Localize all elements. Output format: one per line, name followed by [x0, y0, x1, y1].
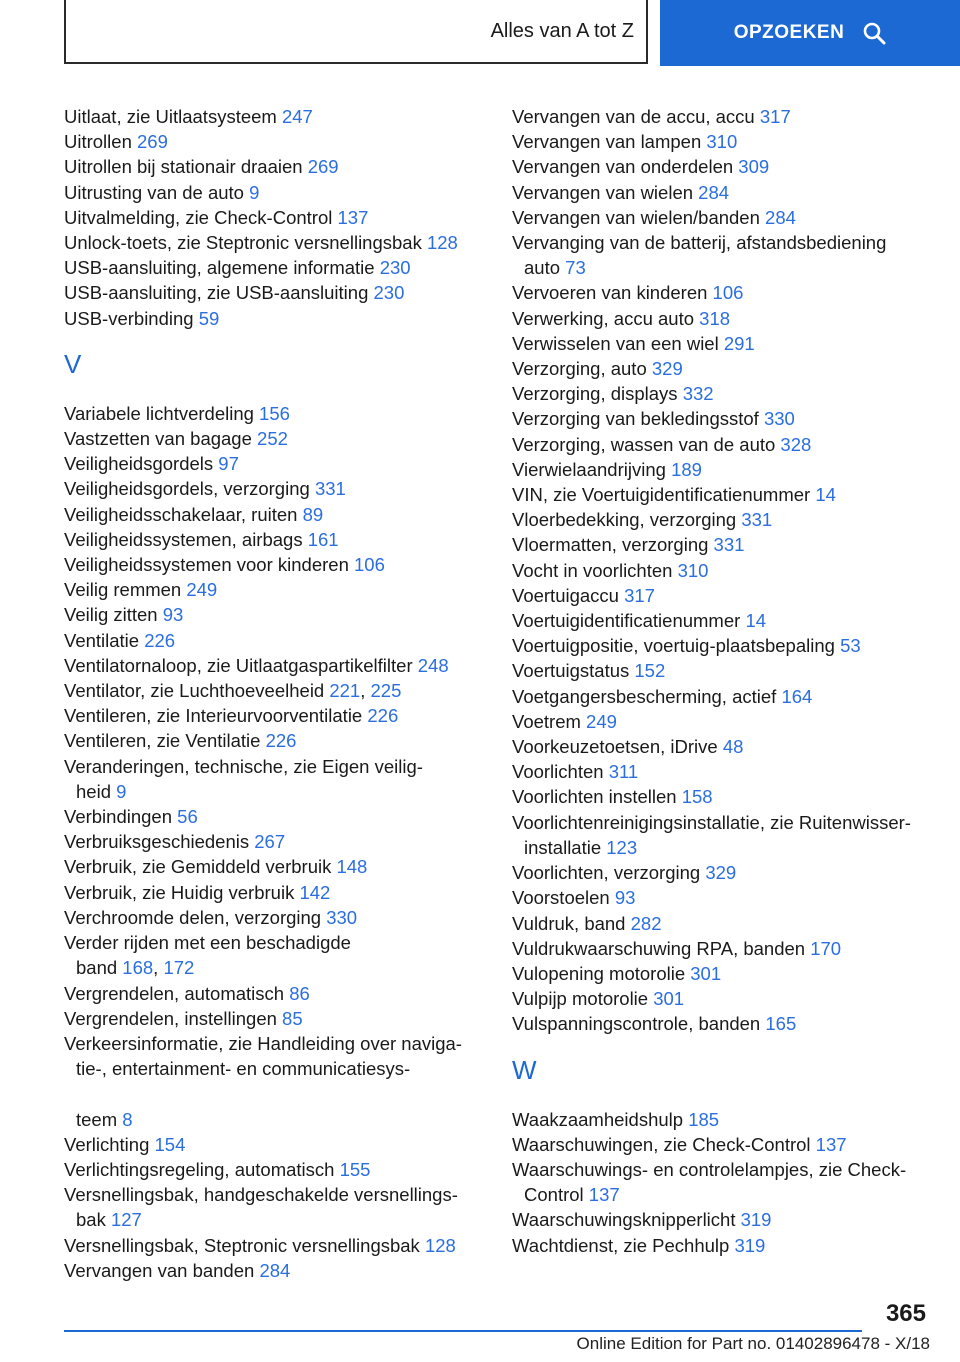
index-entry: Ventilator, zie Luchthoeveelheid 221, 225: [64, 680, 402, 702]
index-entry: [512, 784, 932, 809]
page-link[interactable]: 329: [705, 862, 737, 884]
index-entry: [512, 684, 932, 709]
index-entry-text: Vervangen van lampen: [512, 131, 707, 153]
index-entry-text: Veilig remmen: [64, 579, 187, 601]
index-entry: [64, 180, 484, 205]
index-entry-text: Waarschuwings- en controlelampjes, zie Check-: [512, 1158, 907, 1180]
index-entry: [512, 230, 932, 280]
index-entry: [64, 1258, 484, 1283]
index-entry-text: Vastzetten van bagage: [64, 428, 258, 450]
page-link[interactable]: 142: [299, 881, 331, 903]
index-entry: [512, 986, 932, 1011]
index-entry-text: Variabele lichtverdeling: [64, 402, 260, 424]
index-entry-text: USB-verbinding: [64, 307, 199, 329]
page-link[interactable]: 161: [307, 528, 339, 550]
index-entry-text: Vuldrukwaarschuwing RPA, banden: [512, 937, 811, 959]
page-link[interactable]: 331: [713, 534, 745, 556]
index-entry-text: Voorlichten, verzorging: [512, 862, 706, 884]
page-link[interactable]: 282: [630, 912, 662, 934]
index-entry-text: Verbruik, zie Gemiddeld verbruik: [64, 856, 337, 878]
index-entry-text: Voorstoelen: [512, 887, 615, 909]
index-entry: [512, 759, 932, 784]
page-link[interactable]: 221: [329, 680, 361, 702]
index-entry-text: Vulpijp motorolie: [512, 988, 654, 1010]
page-link[interactable]: 230: [379, 257, 411, 279]
index-entry: [512, 961, 932, 986]
page-link[interactable]: 93: [614, 887, 636, 909]
index-entry: [512, 104, 932, 129]
page-link[interactable]: 127: [110, 1209, 142, 1231]
index-entry: [64, 426, 484, 451]
index-entry-text: Veiligheidsgordels: [64, 453, 219, 475]
index-entry-text: Verlichtingsregeling, automatisch: [64, 1158, 340, 1180]
index-entry-text: Veiligheidssystemen, airbags: [64, 528, 308, 550]
page-link[interactable]: 128: [424, 1234, 456, 1256]
index-entry: [64, 880, 484, 905]
index-entry: [64, 552, 484, 577]
index-entry: [64, 451, 484, 476]
index-entry-text: bak: [76, 1209, 111, 1231]
index-entry-text: Waarschuwingsknipperlicht: [512, 1209, 741, 1231]
page-link[interactable]: 53: [840, 635, 861, 657]
page-link[interactable]: 137: [815, 1133, 847, 1155]
index-entry: [64, 804, 484, 829]
index-entry: [512, 1011, 932, 1036]
page-link[interactable]: 226: [144, 629, 176, 651]
index-entry-text: Vloerbedekking, verzorging: [512, 509, 742, 531]
index-entry-text: Voertuigaccu: [512, 584, 625, 606]
page-link[interactable]: 56: [177, 806, 198, 828]
index-entry: [64, 104, 484, 129]
page-link[interactable]: 301: [653, 988, 685, 1010]
index-entry: [64, 628, 484, 653]
page-link[interactable]: 172: [163, 957, 195, 979]
page-link[interactable]: 189: [671, 458, 702, 480]
index-entry: [64, 280, 484, 305]
index-entry: [64, 577, 484, 602]
index-entry: [512, 532, 932, 557]
index-entry-text: Veiligheidsgordels, verzorging: [64, 478, 315, 500]
page-link[interactable]: 155: [339, 1158, 371, 1180]
search-button-label: OPZOEKEN: [733, 22, 845, 43]
page-link[interactable]: 310: [706, 131, 738, 153]
index-entry-text: Verwisselen van een wiel: [512, 332, 724, 354]
index-entry: [512, 205, 932, 230]
index-entry-text: Wachtdienst, zie Pechhulp: [512, 1234, 735, 1256]
page-link[interactable]: 284: [765, 206, 796, 228]
index-entry: [64, 1182, 484, 1232]
page-number: 365: [885, 1300, 926, 1327]
index-entry: [512, 860, 932, 885]
index-entry-text: Verkeersinformatie, zie Handleiding over naviga-: [64, 1032, 462, 1054]
page-link[interactable]: 185: [688, 1108, 720, 1130]
page-link[interactable]: 291: [723, 332, 755, 354]
page-link[interactable]: 9: [249, 181, 260, 203]
page-link[interactable]: 269: [137, 131, 168, 153]
index-entry-text: Ventilatie: [64, 629, 145, 651]
index-entry: [64, 129, 484, 154]
index-entry: [512, 936, 932, 961]
index-entry-text: Unlock-toets, zie Steptronic versnellingsbak: [64, 232, 427, 254]
index-entry: [512, 280, 932, 305]
index-entry-text: Verbindingen: [64, 806, 178, 828]
index-entry-text: Verder rijden met een beschadigde: [64, 932, 351, 954]
index-entry: [512, 633, 932, 658]
page-link[interactable]: 332: [682, 383, 714, 405]
page-link[interactable]: 226: [367, 705, 399, 727]
index-entry: [64, 527, 484, 552]
index-entry-text: Vuldruk, band: [512, 912, 631, 934]
index-entry: [64, 1031, 484, 1132]
index-entry-text: Verbruik, zie Huidig verbruik: [64, 881, 300, 903]
page-link[interactable]: 248: [417, 654, 449, 676]
index-entry-text: Verchroomde delen, verzorging: [64, 906, 327, 928]
page-link[interactable]: 284: [698, 181, 730, 203]
index-entry-text: band: [76, 957, 123, 979]
index-entry-text: Uitrusting van de auto: [64, 181, 250, 203]
page-link[interactable]: 73: [565, 257, 586, 279]
index-entry-text: Ventileren, zie Ventilatie: [64, 730, 266, 752]
page-link[interactable]: 226: [265, 730, 297, 752]
index-entry: [512, 558, 932, 583]
page-link[interactable]: 319: [740, 1209, 772, 1231]
index-entry-text: auto: [524, 257, 566, 279]
page-link[interactable]: 106: [354, 554, 385, 576]
index-entry-text: Vervanging van de batterij, afstandsbediening: [512, 232, 887, 254]
index-entry: [64, 205, 484, 230]
index-entry: [512, 406, 932, 431]
page-link[interactable]: 14: [745, 610, 767, 632]
index-entry: [64, 754, 484, 804]
top-bar: [0, 0, 960, 66]
index-entry: [64, 255, 484, 280]
index-entry-text: teem: [76, 1108, 123, 1130]
page-link[interactable]: 330: [326, 906, 358, 928]
index-entry: [64, 854, 484, 879]
index-entry-text: Verwerking, accu auto: [512, 307, 700, 329]
index-entry: [512, 306, 932, 331]
index-entry: [512, 734, 932, 759]
page-link[interactable]: 86: [289, 982, 310, 1004]
page-link[interactable]: 123: [606, 836, 638, 858]
index-entry-text: Verzorging, auto: [512, 358, 652, 380]
page-link[interactable]: 106: [712, 282, 744, 304]
page-link[interactable]: 89: [302, 503, 324, 525]
index-entry-text: Uitrollen bij stationair draaien: [64, 156, 308, 178]
index-entry: Verder rijden met een beschadigde band 168, 172: [64, 932, 351, 979]
index-entry: [512, 381, 932, 406]
index-entry: [64, 653, 484, 678]
index-entry-text: Voetgangersbescherming, actief: [512, 685, 782, 707]
index-entry: [512, 1157, 932, 1207]
index-entry-text: tie-, entertainment- en communicatiesys-: [76, 1058, 411, 1080]
index-entry-text: Versnellingsbak, Steptronic versnellingsbak: [64, 1234, 425, 1256]
index-entry: [512, 1207, 932, 1232]
page-link[interactable]: 310: [677, 559, 709, 581]
page-link[interactable]: 170: [810, 937, 842, 959]
index-entry: [64, 1132, 484, 1157]
index-entry: [64, 829, 484, 854]
index-entry: [512, 129, 932, 154]
index-entry-text: heid: [76, 780, 117, 802]
page-link[interactable]: 309: [738, 156, 770, 178]
page-link[interactable]: 9: [116, 780, 127, 802]
index-entry-text: Vervangen van wielen: [512, 181, 699, 203]
page-link[interactable]: 152: [634, 660, 666, 682]
page-link[interactable]: 252: [257, 428, 288, 450]
page-link[interactable]: 329: [651, 358, 683, 380]
page-link[interactable]: 331: [741, 509, 773, 531]
index-entry-text: Vocht in voorlichten: [512, 559, 678, 581]
index-column-left: [64, 104, 484, 1283]
page-link[interactable]: 85: [282, 1007, 303, 1029]
index-entry-text: Voorlichten instellen: [512, 786, 682, 808]
index-entry-text: Verzorging, displays: [512, 383, 683, 405]
index-entry-text: Versnellingsbak, handgeschakelde versnellings-: [64, 1184, 458, 1206]
index-entry-text: Voorlichtenreinigingsinstallatie, zie Ruitenwisser-: [512, 811, 911, 833]
index-entry: [512, 356, 932, 381]
index-entry-text: Vierwielaandrijving: [512, 458, 672, 480]
page-link[interactable]: 137: [337, 206, 369, 228]
index-entry: [512, 180, 932, 205]
index-entry: [512, 608, 932, 633]
page-link[interactable]: 137: [588, 1184, 620, 1206]
page-link[interactable]: 317: [759, 106, 791, 127]
index-entry-text: Verbruiksgeschiedenis: [64, 831, 255, 853]
page-link[interactable]: 301: [690, 962, 722, 984]
page-link[interactable]: 164: [781, 685, 813, 707]
index-entry: [512, 432, 932, 457]
index-entry: [512, 709, 932, 734]
index-entry-text: Ventilatornaloop, zie Uitlaatgaspartikelfilter: [64, 654, 418, 676]
page-link[interactable]: 165: [765, 1013, 797, 1035]
index-tab[interactable]: [64, 0, 648, 64]
index-entry: [512, 1107, 932, 1132]
index-entry-text: USB-aansluiting, zie USB-aansluiting: [64, 282, 374, 304]
index-entry-text: Voertuigidentificatienummer: [512, 610, 746, 632]
index-entry-text: Veiligheidssystemen voor kinderen: [64, 554, 354, 576]
index-entry: [64, 1157, 484, 1182]
page-link[interactable]: 158: [681, 786, 713, 808]
index-entry-text: Voertuigstatus: [512, 660, 635, 682]
page-link[interactable]: 225: [370, 680, 402, 702]
index-entry-text: Vervangen van wielen/banden: [512, 206, 766, 228]
page-link[interactable]: 8: [122, 1108, 133, 1130]
page-link[interactable]: 317: [624, 584, 655, 606]
page-link[interactable]: 311: [608, 761, 639, 783]
index-entry-text: Vulspanningscontrole, banden: [512, 1013, 766, 1035]
page-link[interactable]: 93: [162, 604, 184, 626]
page-link[interactable]: 249: [186, 579, 218, 601]
page-link[interactable]: 128: [426, 232, 458, 254]
index-entry-text: Vergrendelen, instellingen: [64, 1007, 283, 1029]
index-entry-text: USB-aansluiting, algemene informatie: [64, 257, 380, 279]
index-entry-text: Vergrendelen, automatisch: [64, 982, 290, 1004]
index-entry: [64, 306, 484, 331]
page-link[interactable]: 318: [699, 307, 731, 329]
index-entry-text: VIN, zie Voertuigidentificatienummer: [512, 484, 816, 506]
index-tab-label: Alles van A tot Z: [490, 19, 634, 42]
page-link[interactable]: 148: [336, 856, 368, 878]
index-entry-text: Vervangen van onderdelen: [512, 156, 739, 178]
index-entry-text: Ventileren, zie Interieurvoorventilatie: [64, 705, 368, 727]
index-entry-text: Uitrollen: [64, 131, 137, 153]
index-entry: [512, 507, 932, 532]
section-letter: W: [512, 1054, 537, 1085]
page-link[interactable]: 328: [780, 433, 812, 455]
page-link[interactable]: 319: [734, 1234, 766, 1256]
index-entry: [64, 1006, 484, 1031]
page-link[interactable]: 156: [259, 402, 290, 424]
index-entry-text: Waakzaamheidshulp: [512, 1108, 689, 1130]
index-entry: [512, 1233, 932, 1258]
index-entry: [64, 981, 484, 1006]
index-entry: [64, 230, 484, 255]
index-entry-text: Verzorging, wassen van de auto: [512, 433, 781, 455]
index-entry: [512, 911, 932, 936]
page-link[interactable]: 269: [307, 156, 339, 178]
page-link[interactable]: 247: [281, 106, 313, 127]
index-entry: [512, 810, 932, 860]
index-entry-text: Vervoeren van kinderen: [512, 282, 713, 304]
index-entry-text: Voorkeuzetoetsen, iDrive: [512, 736, 723, 758]
index-entry-text: Vloermatten, verzorging: [512, 534, 714, 556]
page-link[interactable]: 330: [763, 408, 795, 430]
index-entry: [64, 401, 484, 426]
search-button[interactable]: [660, 0, 960, 66]
index-entry-text: Vulopening motorolie: [512, 962, 691, 984]
index-entry: [64, 703, 484, 728]
index-entry: [512, 457, 932, 482]
index-entry: [64, 905, 484, 930]
index-entry-text: installatie: [524, 836, 607, 858]
index-entry-text: Verzorging van bekledingsstof: [512, 408, 764, 430]
page-link[interactable]: 230: [373, 282, 405, 304]
index-entry-text: Vervangen van de accu, accu: [512, 106, 760, 127]
section-letter: V: [64, 348, 82, 379]
index-entry-text: Voertuigpositie, voertuig-plaatsbepaling: [512, 635, 841, 657]
index-entry: [512, 658, 932, 683]
index-entry: [512, 885, 932, 910]
index-entry-text: Verlichting: [64, 1133, 155, 1155]
page-link[interactable]: 284: [259, 1259, 291, 1281]
search-icon: [862, 21, 886, 45]
index-entry-text: Veiligheidsschakelaar, ruiten: [64, 503, 303, 525]
index-entry: [64, 154, 484, 179]
index-entry-text: Control: [524, 1184, 589, 1206]
footer-text: Online Edition for Part no. 01402896478 - X/18: [576, 1334, 930, 1353]
index-entry-text: Waarschuwingen, zie Check-Control: [512, 1133, 816, 1155]
index-entry-text: Voorlichten: [512, 761, 609, 783]
index-entry-text: Uitvalmelding, zie Check-Control: [64, 206, 338, 228]
page-link[interactable]: 154: [154, 1133, 186, 1155]
footer-divider: [64, 1330, 862, 1332]
index-column-right: [512, 104, 932, 1258]
page-link[interactable]: 97: [218, 453, 239, 475]
index-entry: [64, 476, 484, 501]
page-link[interactable]: 14: [815, 484, 836, 506]
index-entry: [512, 1132, 932, 1157]
index-entry: [512, 154, 932, 179]
index-entry: [512, 583, 932, 608]
index-entry-text: Vervangen van banden: [64, 1259, 260, 1281]
page-link[interactable]: 331: [314, 478, 346, 500]
index-entry: [64, 502, 484, 527]
index-entry: [512, 482, 932, 507]
index-entry: [64, 728, 484, 753]
index-entry-text: Voetrem: [512, 710, 587, 732]
index-entry: [64, 602, 484, 627]
page-link[interactable]: 249: [586, 710, 617, 732]
index-entry-text: Veilig zitten: [64, 604, 163, 626]
index-entry: [512, 331, 932, 356]
page-link[interactable]: 267: [254, 831, 286, 853]
index-entry-text: Veranderingen, technische, zie Eigen veilig-: [64, 755, 423, 777]
page-link[interactable]: 48: [722, 736, 744, 758]
index-entry-text: Uitlaat, zie Uitlaatsysteem: [64, 106, 282, 127]
index-entry: [64, 1233, 484, 1258]
page-link[interactable]: 168: [122, 957, 154, 979]
index-entry-text: Ventilator, zie Luchthoeveelheid: [64, 680, 330, 702]
page-link[interactable]: 59: [198, 307, 220, 329]
